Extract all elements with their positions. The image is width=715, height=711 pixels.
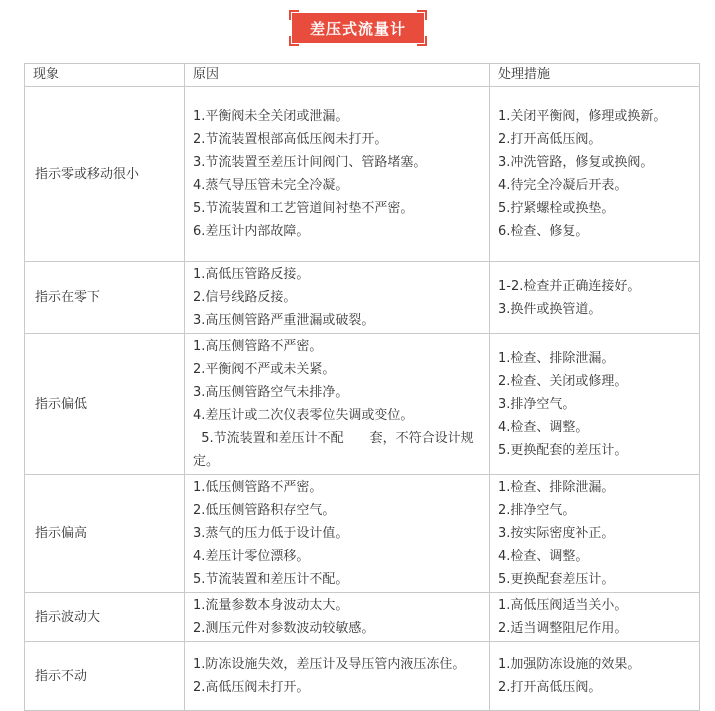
solution-line: 5.更换配套的差压计。: [498, 442, 628, 458]
cause-line: 3.高压侧管路严重泄漏或破裂。: [193, 313, 375, 328]
cause-line: 1.流量参数本身波动太大。: [193, 598, 349, 613]
cause-line: 1.高低压管路反接。: [193, 267, 310, 282]
solution-line: 6.检查、修复。: [498, 224, 589, 239]
cause-line: 2.信号线路反接。: [193, 290, 297, 305]
cause-cell: [185, 87, 490, 262]
cause-line: 3.高压侧管路空气未排净。: [193, 385, 349, 400]
solution-cell: [490, 87, 700, 262]
solution-cell: [490, 642, 700, 711]
cause-cell: [185, 262, 490, 334]
solution-cell: [490, 475, 700, 593]
cause-line: 5.节流装置和工艺管道间衬垫不严密。: [193, 201, 414, 216]
cause-cell: [185, 642, 490, 711]
cause-line: 5.节流装置和差压计不配。: [193, 572, 349, 587]
solution-line: 2.适当调整阻尼作用。: [498, 621, 628, 636]
solution-line: 2.打开高低压阀。: [498, 680, 602, 695]
solution-line: 2.检查、关闭或修理。: [498, 373, 628, 389]
cause-line: 3.蒸气的压力低于设计值。: [193, 526, 349, 541]
solution-line: 4.检查、调整。: [498, 549, 589, 564]
page-title: 差压式流量计: [292, 13, 424, 43]
cause-cell: [185, 334, 490, 475]
cause-line: 1.平衡阀未全关闭或泄漏。: [193, 109, 349, 124]
table-row: [25, 593, 700, 642]
cause-line: 6.差压计内部故障。: [193, 224, 310, 239]
cause-cell: [185, 475, 490, 593]
solution-line: 4.检查、调整。: [498, 419, 589, 435]
table-row: [25, 87, 700, 262]
solution-line: 2.排净空气。: [498, 503, 576, 518]
cause-line: 2.低压侧管路积存空气。: [193, 503, 336, 518]
cause-line: 4.差压计或二次仪表零位失调或变位。: [193, 408, 414, 423]
solution-line: 1-2.检查并正确连接好。: [498, 278, 641, 294]
solution-line: 3.冲洗管路，修复或换阀。: [498, 155, 654, 170]
cause-line: 5.节流装置和差压计不配 套，不符合设计规定。: [193, 431, 474, 469]
solution-line: 3.按实际密度补正。: [498, 526, 615, 541]
phenomenon-cell: 指示波动大: [25, 593, 185, 642]
troubleshooting-table: [24, 63, 700, 711]
cause-line: 2.高低压阀未打开。: [193, 680, 310, 695]
solution-line: 1.高低压阀适当关小。: [498, 598, 628, 613]
cause-line: 2.测压元件对参数波动较敏感。: [193, 621, 375, 636]
header-cause: 原因: [185, 64, 490, 87]
cause-cell: [185, 593, 490, 642]
cause-line: 1.防冻设施失效，差压计及导压管内液压冻住。: [193, 657, 466, 672]
table-row: [25, 475, 700, 593]
solution-line: 4.待完全冷凝后开表。: [498, 178, 628, 193]
title-badge: [289, 10, 427, 46]
phenomenon-cell: 指示不动: [25, 642, 185, 711]
solution-line: 3.换件或换管道。: [498, 301, 602, 317]
solution-cell: [490, 593, 700, 642]
phenomenon-cell: 指示偏低: [25, 334, 185, 475]
phenomenon-cell: 指示偏高: [25, 475, 185, 593]
solution-line: 5.更换配套差压计。: [498, 572, 615, 587]
solution-cell: [490, 334, 700, 475]
cause-line: 1.低压侧管路不严密。: [193, 480, 323, 495]
cause-line: 3.节流装置至差压计间阀门、管路堵塞。: [193, 155, 427, 170]
solution-line: 1.关闭平衡阀，修理或换新。: [498, 109, 667, 124]
solution-line: 1.检查、排除泄漏。: [498, 350, 615, 366]
cause-line: 2.平衡阀不严或未关紧。: [193, 362, 336, 377]
solution-line: 1.检查、排除泄漏。: [498, 480, 615, 495]
cause-line: 1.高压侧管路不严密。: [193, 339, 323, 354]
table-row: [25, 334, 700, 475]
phenomenon-cell: 指示在零下: [25, 262, 185, 334]
cause-line: 4.蒸气导压管未完全冷凝。: [193, 178, 349, 193]
phenomenon-cell: 指示零或移动很小: [25, 87, 185, 262]
solution-line: 2.打开高低压阀。: [498, 132, 602, 147]
table-row: [25, 262, 700, 334]
solution-line: 1.加强防冻设施的效果。: [498, 657, 641, 672]
cause-line: 4.差压计零位漂移。: [193, 549, 310, 564]
table-header-row: [25, 64, 700, 87]
solution-line: 3.排净空气。: [498, 396, 576, 412]
solution-cell: [490, 262, 700, 334]
solution-line: 5.拧紧螺栓或换垫。: [498, 201, 615, 216]
header-solution: 处理措施: [490, 64, 700, 87]
cause-line: 2.节流装置根部高低压阀未打开。: [193, 132, 388, 147]
header-phenomenon: 现象: [25, 64, 185, 87]
table-row: [25, 642, 700, 711]
